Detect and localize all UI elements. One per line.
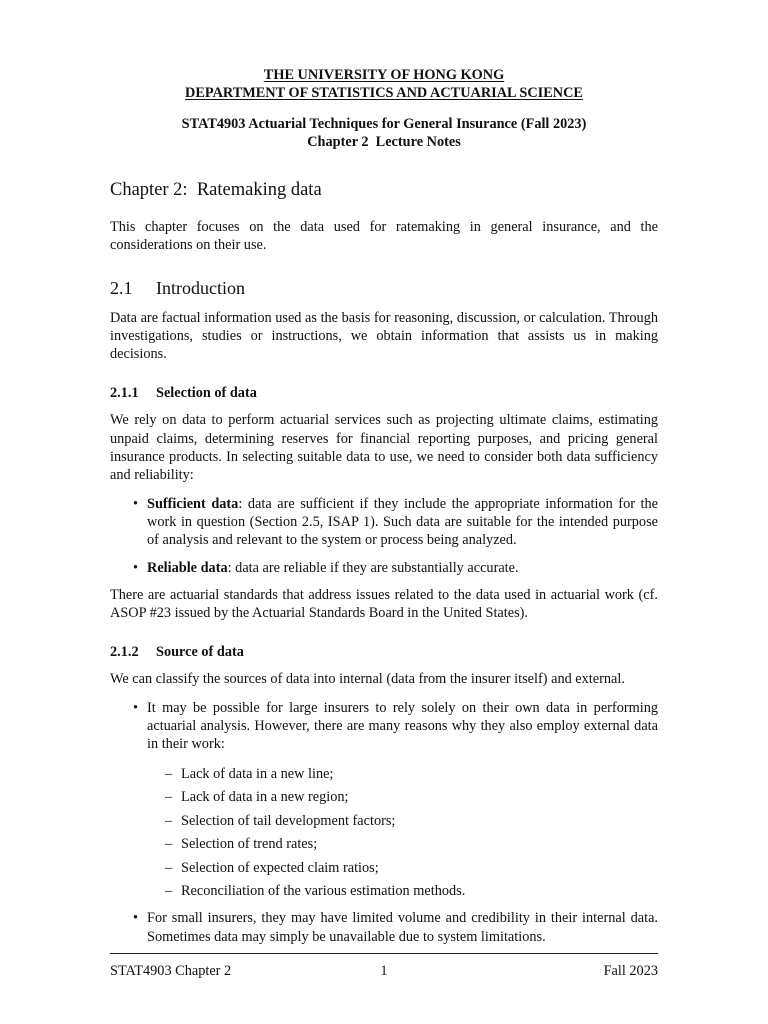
footer-course: STAT4903 Chapter 2	[110, 963, 232, 979]
list-item	[110, 495, 658, 550]
document-header	[110, 66, 658, 102]
reason-text: Selection of expected claim ratios;	[181, 859, 379, 876]
dash-icon: –	[165, 859, 173, 876]
list-item	[110, 559, 658, 577]
subsection-title: Selection of data	[156, 385, 257, 402]
bullet-icon: •	[133, 495, 139, 512]
list-item-text: : data are sufficient if they include the appropriate information for the work in question (Section 2.5, ISAP 1). Such data are suitable for the intended purpose of analysis and relevant to the system or process being analyzed.	[147, 495, 658, 549]
subsection-number: 2.1.2	[110, 644, 139, 661]
reason-text: Selection of tail development factors;	[181, 812, 396, 829]
reason-text: Reconciliation of the various estimation methods.	[181, 883, 466, 900]
course-title: STAT4903 Actuarial Techniques for General Insurance (Fall 2023)	[181, 116, 587, 132]
footer-term: Fall 2023	[603, 963, 659, 979]
dash-icon: –	[165, 789, 173, 806]
list-item-text: : data are reliable if they are substantially accurate.	[227, 559, 519, 576]
list-item	[110, 699, 658, 901]
section-2-1-1-text: We rely on data to perform actuarial services such as projecting ultimate claims, estimating unpaid claims, determining reserves for financial reporting purposes, and pricing general insurance products. In selecting suitable data to use, we need to consider both data sufficiency and reliability:	[110, 412, 658, 484]
section-2-1-text: Data are factual information used as the basis for reasoning, discussion, or calculation. Through investigations, studies or instructions, we obtain information that assists us in making decisions.	[110, 309, 658, 363]
subsection-heading-2-1-2	[110, 643, 658, 661]
list-item	[147, 765, 658, 783]
bullet-icon: •	[133, 699, 139, 716]
document-page	[110, 66, 658, 955]
subsection-heading-2-1-1	[110, 384, 658, 402]
list-item-term: Sufficient data	[147, 495, 239, 512]
reason-text: Lack of data in a new region;	[181, 789, 349, 806]
list-item	[147, 812, 658, 830]
page-footer	[110, 953, 658, 980]
dash-icon: –	[165, 765, 173, 782]
list-item	[147, 859, 658, 877]
section-number: 2.1	[110, 277, 133, 298]
list-item	[147, 788, 658, 806]
reason-text: Lack of data in a new line;	[181, 765, 334, 782]
source-list	[110, 699, 658, 946]
bullet-icon: •	[133, 910, 139, 927]
university-name: THE UNIVERSITY OF HONG KONG	[263, 67, 505, 83]
section-2-1-1-closing: There are actuarial standards that address issues related to the data used in actuarial work (cf. ASOP #23 issued by the Actuarial Standards Board in the United States).	[110, 586, 658, 622]
data-criteria-list	[110, 495, 658, 577]
dash-icon: –	[165, 836, 173, 853]
course-block	[110, 115, 658, 151]
chapter-title: Chapter 2: Ratemaking data	[110, 180, 322, 200]
reason-text: Selection of trend rates;	[181, 836, 318, 853]
chapter-intro: This chapter focuses on the data used for ratemaking in general insurance, and the considerations on their use.	[110, 219, 658, 254]
page-number: 1	[380, 963, 388, 979]
list-item-text: For small insurers, they may have limited volume and credibility in their internal data. Sometimes data may simply be unavailable due to system limitations.	[147, 910, 658, 945]
section-heading-2-1	[110, 277, 658, 299]
list-item	[147, 882, 658, 900]
section-2-1-2-text: We can classify the sources of data into internal (data from the insurer itself) and external.	[110, 671, 625, 688]
reasons-list	[147, 765, 658, 901]
list-item-term: Reliable data	[147, 559, 228, 576]
lecture-notes-label: Chapter 2 Lecture Notes	[307, 134, 461, 150]
list-item	[147, 835, 658, 853]
subsection-number: 2.1.1	[110, 385, 139, 402]
department-name: DEPARTMENT OF STATISTICS AND ACTUARIAL SCIENCE	[185, 85, 583, 101]
subsection-title: Source of data	[156, 644, 244, 661]
list-item-text: It may be possible for large insurers to rely solely on their own data in performing actuarial analysis. However, there are many reasons why they also employ external data in their work:	[147, 699, 658, 753]
dash-icon: –	[165, 812, 173, 829]
list-item	[110, 909, 658, 946]
bullet-icon: •	[133, 559, 139, 576]
section-title: Introduction	[156, 277, 245, 298]
dash-icon: –	[165, 883, 173, 900]
